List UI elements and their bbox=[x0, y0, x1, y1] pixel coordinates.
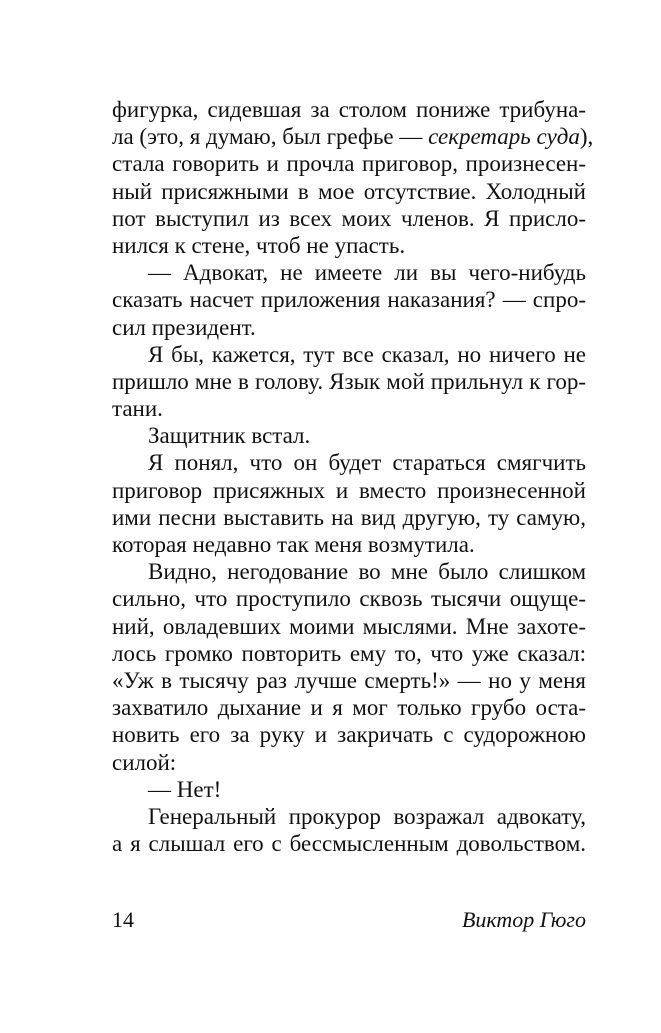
text-line-content: тани. bbox=[112, 396, 163, 422]
text-line-content: ний, овладевших моими мыслями. Мне захоте- bbox=[112, 613, 586, 639]
body-text bbox=[112, 96, 594, 857]
page-footer bbox=[112, 907, 586, 933]
text-line-content: Защитник встал. bbox=[148, 423, 311, 449]
text-line bbox=[112, 341, 586, 368]
text-line-tail: ), bbox=[579, 124, 594, 150]
text-line bbox=[112, 667, 586, 694]
text-line-content: пришло мне в голову. Язык мой прильнул к гор- bbox=[112, 368, 586, 394]
text-line bbox=[112, 368, 586, 395]
text-line-content: ла (это, я думаю, был грефье — bbox=[112, 124, 429, 150]
text-line-content: стала говорить и прочла приговор, произнесен- bbox=[112, 151, 586, 177]
text-line-content: сил президент. bbox=[112, 314, 256, 340]
text-line-content: сильно, что проступило сквозь тысячи ощуще- bbox=[112, 586, 586, 612]
text-line-content: новить его за руку и закричать с судорожною bbox=[112, 722, 586, 748]
text-line-content: которая недавно так меня возмутила. bbox=[112, 532, 475, 557]
text-line bbox=[112, 395, 586, 422]
text-line-content: а я слышал его с бессмысленным довольством. bbox=[112, 831, 586, 857]
text-line bbox=[112, 640, 586, 667]
text-line bbox=[112, 150, 586, 177]
text-line bbox=[112, 585, 586, 612]
text-line bbox=[112, 531, 586, 558]
text-line bbox=[112, 205, 586, 232]
text-line-content: нился к стене, чтоб не упасть. bbox=[112, 232, 406, 258]
text-line bbox=[112, 749, 586, 776]
text-line-content: пот выступил из всех моих членов. Я присло- bbox=[112, 205, 586, 231]
text-line-content: Я бы, кажется, тут все сказал, но ничего не bbox=[148, 341, 586, 367]
text-line-content: сказать насчет приложения наказания? — спро- bbox=[112, 287, 586, 313]
text-line bbox=[112, 613, 586, 640]
text-line-content: Я понял, что он будет стараться смягчить bbox=[148, 450, 586, 476]
text-line-content: силой: bbox=[112, 749, 177, 775]
text-line bbox=[112, 422, 586, 449]
text-line bbox=[112, 314, 586, 341]
text-line bbox=[112, 449, 586, 476]
text-line bbox=[112, 477, 586, 504]
text-line bbox=[112, 694, 586, 721]
text-line bbox=[112, 286, 586, 313]
text-line bbox=[112, 259, 586, 286]
text-line bbox=[112, 123, 594, 150]
text-line bbox=[112, 232, 586, 259]
text-line bbox=[112, 504, 586, 531]
text-line-content: захватило дыхание и я мог только грубо оста- bbox=[112, 695, 586, 721]
text-line-content: лось громко повторить ему то, что уже сказал: bbox=[112, 640, 586, 666]
text-line bbox=[112, 178, 586, 205]
text-line bbox=[112, 830, 586, 857]
text-line-content: — Нет! bbox=[148, 776, 222, 802]
text-line bbox=[112, 558, 586, 585]
text-line bbox=[112, 803, 586, 830]
text-line-content: ный присяжными в мое отсутствие. Холодный bbox=[112, 178, 586, 204]
text-line-content: ими песни выставить на вид другую, ту самую, bbox=[112, 504, 586, 530]
text-line-content: Генеральный прокурор возражал адвокату, bbox=[148, 803, 586, 829]
text-line-content: «Уж в тысячу раз лучше смерть!» — но у меня bbox=[112, 667, 586, 693]
italic-text: секретарь суда bbox=[428, 124, 580, 150]
text-line bbox=[112, 721, 586, 748]
text-line bbox=[112, 776, 586, 803]
text-line-content: приговор присяжных и вместо произнесенной bbox=[112, 477, 586, 503]
text-line-content: фигурка, сидевшая за столом пониже трибуна- bbox=[112, 97, 586, 122]
text-line-content: Видно, негодование во мне было слишком bbox=[148, 559, 586, 585]
running-author: Виктор Гюго bbox=[461, 907, 586, 932]
text-line-content: — Адвокат, не имеете ли вы чего-нибудь bbox=[148, 260, 586, 286]
text-line bbox=[112, 96, 586, 123]
page-number: 14 bbox=[112, 907, 134, 932]
